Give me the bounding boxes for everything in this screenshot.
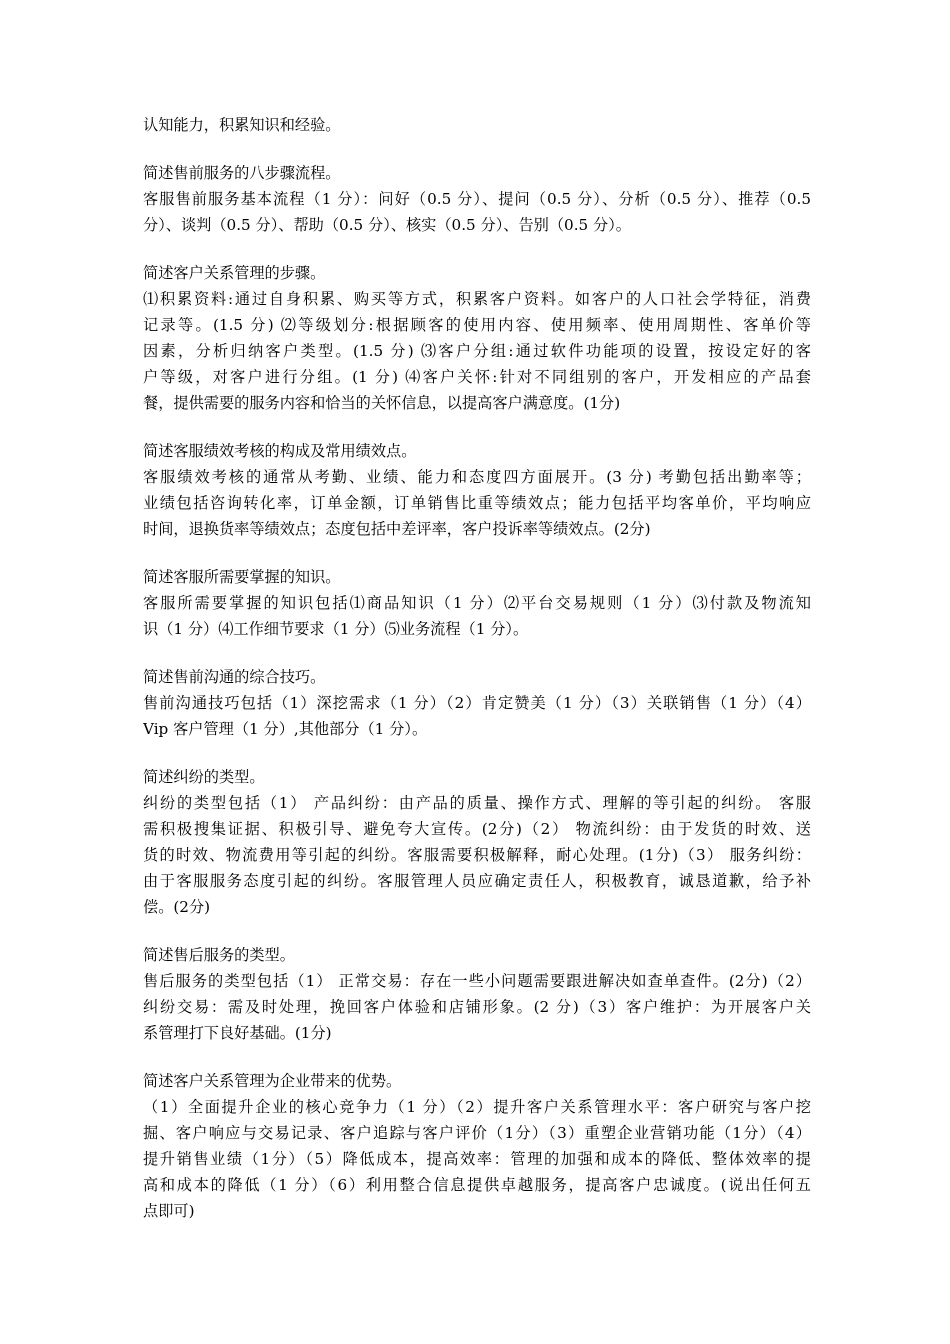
answer-line: 系管理打下良好基础。(1分) <box>143 1024 332 1042</box>
qa-section <box>143 764 811 920</box>
qa-section <box>143 160 811 238</box>
answer-line: 客服绩效考核的通常从考勤、业绩、能力和态度四方面展开。(3 分) 考勤包括出勤率等； <box>143 468 811 486</box>
question-heading: 简述售后服务的类型。 <box>143 946 295 964</box>
qa-section <box>143 1068 811 1224</box>
answer-line: 货的时效、物流费用等引起的纠纷。客服需要积极解释，耐心处理。(1分)（3） 服务纠纷： <box>143 846 811 864</box>
question-heading: 简述纠纷的类型。 <box>143 768 265 786</box>
answer-line: 识（1 分）⑷工作细节要求（1 分）⑸业务流程（1 分）。 <box>143 620 529 638</box>
answer-line: 纠纷的类型包括（1） 产品纠纷：由产品的质量、操作方式、理解的等引起的纠纷。 客服 <box>143 794 811 812</box>
answer-line: 因素，分析归纳客户类型。(1.5 分) ⑶客户分组:通过软件功能项的设置，按设定好的客 <box>143 342 811 360</box>
answer-line: ⑴积累资料:通过自身积累、购买等方式，积累客户资料。如客户的人口社会学特征，消费 <box>143 290 811 308</box>
answer-line: 提升销售业绩（1分）（5）降低成本，提高效率：管理的加强和成本的降低、整体效率的提 <box>143 1150 811 1168</box>
answer-line: 业绩包括咨询转化率，订单金额，订单销售比重等绩效点；能力包括平均客单价，平均响应 <box>143 494 811 512</box>
answer-line: 纠纷交易：需及时处理，挽回客户体验和店铺形象。(2 分)（3）客户维护：为开展客户关 <box>143 998 811 1016</box>
question-heading: 简述售前沟通的综合技巧。 <box>143 668 326 686</box>
answer-line: 点即可) <box>143 1202 195 1220</box>
answer-line: 售前沟通技巧包括（1）深挖需求（1 分）（2）肯定赞美（1 分）（3）关联销售（1 分）（4） <box>143 694 811 712</box>
answer-line: 高和成本的降低（1 分）（6）利用整合信息提供卓越服务，提高客户忠诚度。(说出任何五 <box>143 1176 811 1194</box>
qa-sections <box>143 160 811 1224</box>
question-heading: 简述客服绩效考核的构成及常用绩效点。 <box>143 442 417 460</box>
answer-line: 掘、客户响应与交易记录、客户追踪与客户评价（1分）（3）重塑企业营销功能（1分）（4） <box>143 1124 811 1142</box>
question-heading: 简述售前服务的八步骤流程。 <box>143 164 341 182</box>
question-heading: 简述客服所需要掌握的知识。 <box>143 568 341 586</box>
qa-section <box>143 664 811 742</box>
answer-line: （1）全面提升企业的核心竞争力（1 分）（2）提升客户关系管理水平：客户研究与客户挖 <box>143 1098 811 1116</box>
answer-line: 偿。(2分) <box>143 898 211 916</box>
document-page <box>143 112 811 1224</box>
answer-line: 记录等。(1.5 分) ⑵等级划分:根据顾客的使用内容、使用频率、使用周期性、客单价等 <box>143 316 811 334</box>
answer-line: 需积极搜集证据、积极引导、避免夸大宣传。(2分)（2） 物流纠纷：由于发货的时效、送 <box>143 820 811 838</box>
answer-line: 时间，退换货率等绩效点；态度包括中差评率，客户投诉率等绩效点。(2分) <box>143 520 651 538</box>
question-heading: 简述客户关系管理为企业带来的优势。 <box>143 1072 402 1090</box>
question-heading: 简述客户关系管理的步骤。 <box>143 264 326 282</box>
answer-line: 户等级，对客户进行分组。(1 分) ⑷客户关怀:针对不同组别的客户，开发相应的产品套 <box>143 368 811 386</box>
answer-line: Vip 客户管理（1 分）,其他部分（1 分）。 <box>143 720 428 738</box>
qa-section <box>143 942 811 1046</box>
answer-line: 售后服务的类型包括（1） 正常交易：存在一些小问题需要跟进解决如查单查件。(2分)（2） <box>143 972 811 990</box>
answer-line: 客服所需要掌握的知识包括⑴商品知识（1 分）⑵平台交易规则（1 分）⑶付款及物流知 <box>143 594 811 612</box>
qa-section <box>143 564 811 642</box>
answer-line: 餐，提供需要的服务内容和恰当的关怀信息，以提高客户满意度。(1分) <box>143 394 621 412</box>
answer-line: 由于客服服务态度引起的纠纷。客服管理人员应确定责任人，积极教育，诚恳道歉，给予补 <box>143 872 811 890</box>
answer-line: 客服售前服务基本流程（1 分）：问好（0.5 分）、提问（0.5 分）、分析（0.5 分）、推荐（0.5 <box>143 190 811 208</box>
answer-line: 分）、谈判（0.5 分）、帮助（0.5 分）、核实（0.5 分）、告别（0.5 分）。 <box>143 216 631 234</box>
qa-section <box>143 438 811 542</box>
intro-text: 认知能力，积累知识和经验。 <box>143 116 341 134</box>
qa-section <box>143 260 811 416</box>
